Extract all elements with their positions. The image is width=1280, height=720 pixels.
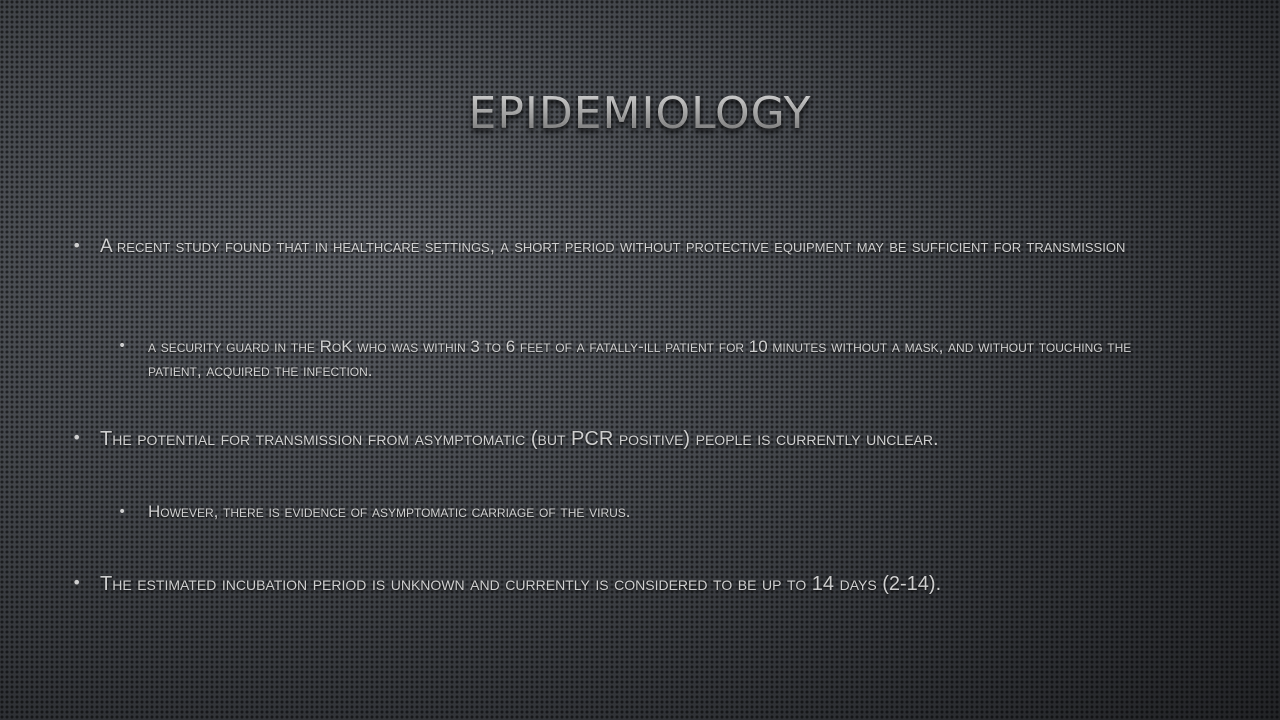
bullet-icon: • (72, 236, 82, 255)
bullet-text-2: The potential for transmission from asymptomatic (but PCR positive) people is currently unclear. (100, 428, 939, 450)
sub-bullet-text-2: However, there is evidence of asymptomatic carriage of the virus. (148, 502, 631, 521)
sub-bullet-text-1: a security guard in the RoK who was within 3 to 6 feet of a fatally-ill patient for 10 minutes without a mask, and without touching the patient, acquired the infection. (148, 337, 1132, 381)
bullet-icon: • (118, 504, 127, 520)
bullet-icon: • (72, 573, 82, 592)
bullet-icon: • (118, 338, 127, 354)
bullet-text-1: A recent study found that in healthcare settings, a short period without protective equipment may be sufficient for transmission (100, 236, 1126, 257)
bullet-icon: • (72, 428, 82, 447)
slide-title: EPIDEMIOLOGY (0, 88, 1280, 139)
bullet-text-3: The estimated incubation period is unknown and currently is considered to be up to 14 days (2-14). (100, 573, 942, 595)
